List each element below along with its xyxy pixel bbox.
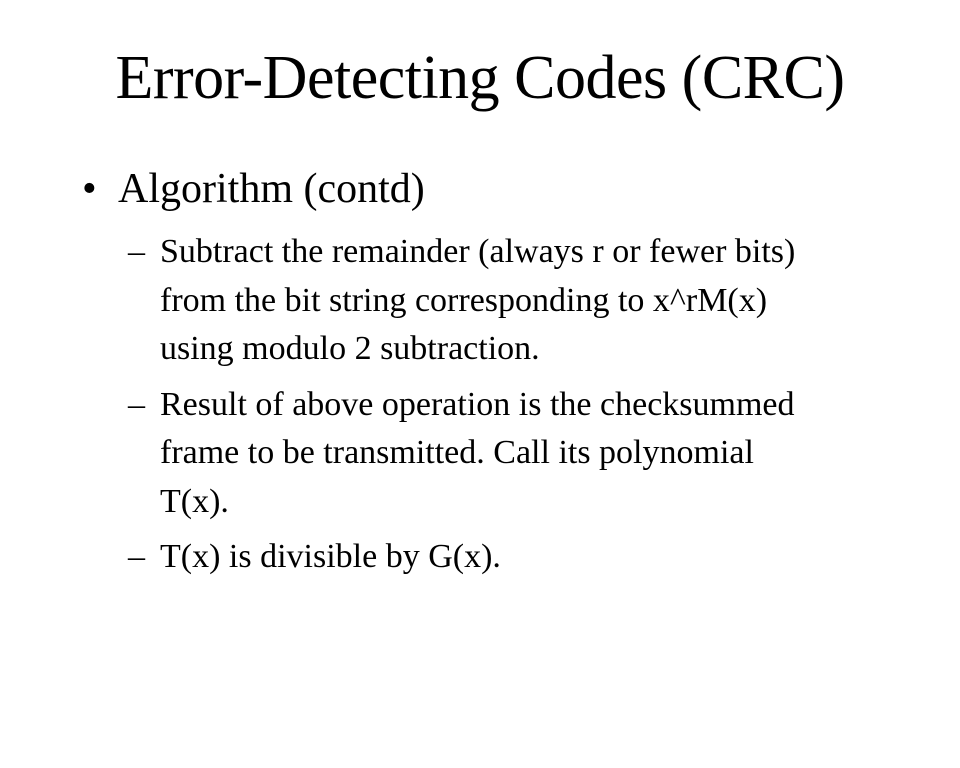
dash-marker: –	[128, 233, 145, 270]
sub-bullet-line: T(x).	[160, 482, 229, 520]
slide-title: Error-Detecting Codes (CRC)	[115, 44, 845, 112]
sub-bullet-item	[128, 228, 888, 374]
bullet-marker: •	[82, 166, 97, 212]
bullet-item	[82, 163, 425, 215]
sub-bullet-item	[128, 381, 888, 527]
dash-marker: –	[128, 385, 145, 423]
sub-bullet-list	[128, 228, 888, 589]
sub-bullet-line: Result of above operation is the checksummed	[160, 385, 795, 423]
sub-bullet-line: Subtract the remainder (always r or fewer bits)	[160, 233, 796, 270]
sub-bullet-line: from the bit string corresponding to x^rM(x)	[160, 281, 768, 319]
dash-marker: –	[128, 538, 145, 575]
sub-bullet-item	[128, 533, 888, 582]
sub-bullet-line: using modulo 2 subtraction.	[160, 330, 540, 367]
sub-bullet-line: frame to be transmitted. Call its polynomial	[160, 434, 754, 471]
bullet-text: Algorithm (contd)	[118, 166, 425, 212]
sub-bullet-line: T(x) is divisible by G(x).	[160, 538, 501, 575]
